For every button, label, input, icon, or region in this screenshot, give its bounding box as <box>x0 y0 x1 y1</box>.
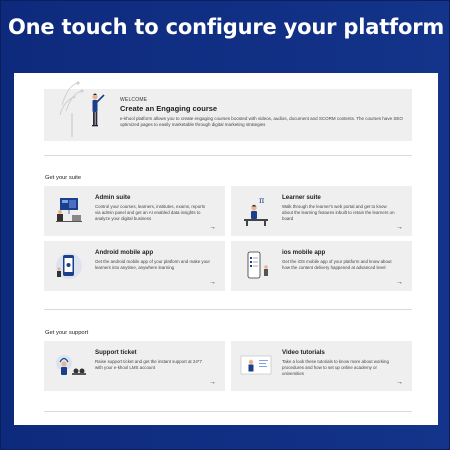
card-title: Video tutorials <box>282 349 325 356</box>
card-title: ios mobile app <box>282 249 326 256</box>
arrow-right-icon[interactable]: → <box>396 379 403 386</box>
card-learner-suite[interactable] <box>231 186 412 236</box>
card-description: Control your courses, learners, institutes, exams, reports via admin panel and get an AI enabled data insights to analyze your digital business <box>95 204 206 221</box>
arrow-right-icon[interactable]: → <box>209 224 216 231</box>
section-title-suite: Get your suite <box>45 175 82 181</box>
admin-dashboard-icon <box>52 194 88 228</box>
presenter-illustration-icon <box>54 75 109 141</box>
card-android-app[interactable] <box>44 241 225 291</box>
section-title-support: Get your support <box>45 330 89 336</box>
divider <box>44 155 412 156</box>
card-description: Raise support ticket and get the instant support at 24*7 with your e-khool LMS account <box>95 359 202 370</box>
card-admin-suite[interactable] <box>44 186 225 236</box>
android-phone-icon <box>52 249 88 283</box>
arrow-right-icon[interactable]: → <box>209 379 216 386</box>
content-panel <box>14 73 438 425</box>
welcome-banner[interactable] <box>44 89 412 141</box>
svg-text:π: π <box>259 196 265 205</box>
card-description: Get the iOS mobile app of your platform and know about how the content delivery happened at advanced level <box>282 259 392 270</box>
learner-study-icon <box>239 194 275 228</box>
card-title: Support ticket <box>95 349 137 356</box>
card-video-tutorials[interactable] <box>231 341 412 391</box>
welcome-title: Create an Engaging course <box>120 104 218 113</box>
card-support-ticket[interactable] <box>44 341 225 391</box>
support-ticket-icon <box>52 349 88 383</box>
card-title: Android mobile app <box>95 249 154 256</box>
card-title: Learner suite <box>282 194 321 201</box>
arrow-right-icon[interactable]: → <box>209 279 216 286</box>
card-description: Get the android mobile app of your platform and make your learners into anytime, anywhere learning <box>95 259 210 270</box>
card-ios-app[interactable] <box>231 241 412 291</box>
ios-phone-icon <box>239 249 275 283</box>
divider <box>44 411 412 412</box>
arrow-right-icon[interactable]: → <box>396 224 403 231</box>
welcome-description: e-khool platform allows you to create engaging courses boosted with videos, audios, document and SCORM contents. The courses have SEO optimized pages to easily marketable through digital marketing strategies <box>120 116 403 127</box>
page-headline: One touch to configure your platform <box>7 15 445 39</box>
card-description: Take a look these tutorials to know more about working procedures and how to set up online academy or universities <box>282 359 389 376</box>
arrow-right-icon[interactable]: → <box>396 279 403 286</box>
welcome-eyebrow: WELCOME <box>120 97 148 103</box>
card-description: Walk through the learner's web portal and get to know about the learning features inbuilt to retain the learners on board <box>282 204 395 221</box>
video-tutorial-icon <box>239 349 275 383</box>
card-title: Admin suite <box>95 194 131 201</box>
divider <box>44 309 412 310</box>
